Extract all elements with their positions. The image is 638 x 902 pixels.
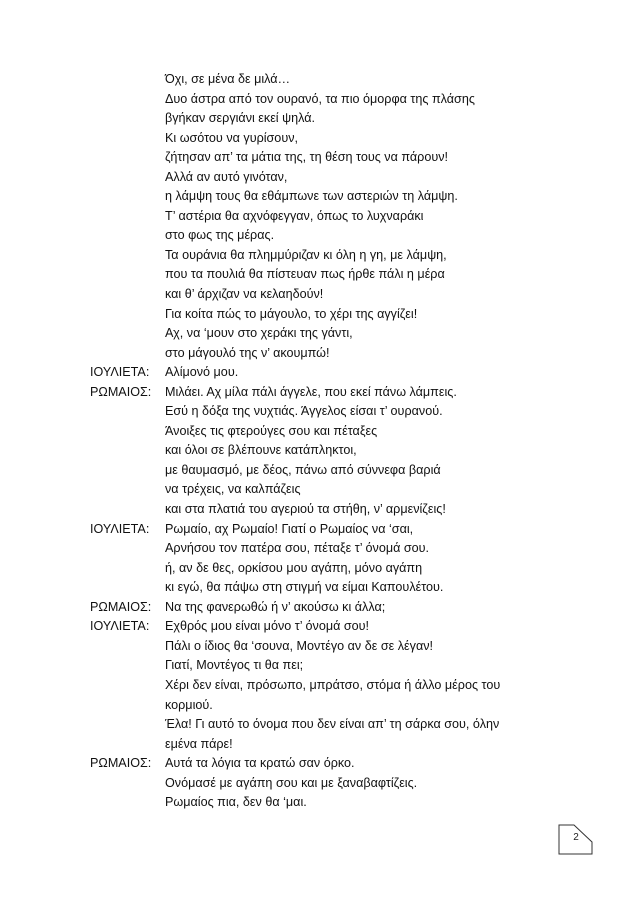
play-script bbox=[0, 70, 638, 813]
script-line bbox=[0, 735, 638, 755]
script-line bbox=[0, 656, 638, 676]
dialogue-text: Κι ωσότου να γυρίσουν, bbox=[165, 130, 298, 145]
speaker-name: ΡΩΜΑΙΟΣ: bbox=[90, 599, 152, 614]
script-line bbox=[0, 305, 638, 325]
page-number-badge bbox=[558, 820, 594, 856]
script-line bbox=[0, 207, 638, 227]
script-line bbox=[0, 441, 638, 461]
script-line bbox=[0, 461, 638, 481]
script-line bbox=[0, 148, 638, 168]
script-line bbox=[0, 754, 638, 774]
script-line bbox=[0, 617, 638, 637]
dialogue-text: ζήτησαν απ’ τα μάτια της, τη θέση τους να πάρουν! bbox=[165, 150, 449, 165]
dialogue-text: κι εγώ, θα πάψω στη στιγμή να είμαι Καπουλέτου. bbox=[165, 580, 444, 595]
dialogue-text: που τα πουλιά θα πίστευαν πως ήρθε πάλι η μέρα bbox=[165, 267, 445, 282]
dialogue-text: Αρνήσου τον πατέρα σου, πέταξε τ’ όνομά σου. bbox=[165, 541, 430, 556]
dialogue-text: Χέρι δεν είναι, πρόσωπο, μπράτσο, στόμα ή άλλο μέρος του bbox=[165, 677, 501, 692]
speaker-name: ΙΟΥΛΙΕΤΑ: bbox=[90, 521, 150, 536]
script-line bbox=[0, 696, 638, 716]
dialogue-text: Εχθρός μου είναι μόνο τ’ όνομά σου! bbox=[165, 619, 370, 634]
script-line bbox=[0, 774, 638, 794]
dialogue-text: η λάμψη τους θα εθάμπωνε των αστεριών τη λάμψη. bbox=[165, 189, 458, 204]
script-line bbox=[0, 265, 638, 285]
dialogue-text: Για κοίτα πώς το μάγουλο, το χέρι της αγγίζει! bbox=[165, 306, 418, 321]
dialogue-text: και θ’ άρχιζαν να κελαηδούν! bbox=[165, 287, 324, 302]
script-line bbox=[0, 637, 638, 657]
dialogue-text: Ρωμαίο, αχ Ρωμαίο! Γιατί ο Ρωμαίος να ‘σαι, bbox=[165, 521, 414, 536]
dialogue-text: και στα πλατιά του αγεριού τα στήθη, ν’ αρμενίζεις! bbox=[165, 502, 446, 517]
speaker-name: ΙΟΥΛΙΕΤΑ: bbox=[90, 365, 150, 380]
script-line bbox=[0, 226, 638, 246]
dialogue-text: Όχι, σε μένα δε μιλά… bbox=[165, 72, 291, 86]
dialogue-text: εμένα πάρε! bbox=[165, 736, 233, 751]
dialogue-text: βγήκαν σεργιάνι εκεί ψηλά. bbox=[165, 111, 315, 126]
script-line bbox=[0, 676, 638, 696]
script-line bbox=[0, 578, 638, 598]
script-line bbox=[0, 383, 638, 403]
dialogue-text: Έλα! Γι αυτό το όνομα που δεν είναι απ’ τη σάρκα σου, όλην bbox=[165, 717, 500, 732]
script-line bbox=[0, 598, 638, 618]
page-number: 2 bbox=[573, 832, 579, 843]
dialogue-text: και όλοι σε βλέπουνε κατάπληκτοι, bbox=[165, 443, 357, 458]
dialogue-text: Πάλι ο ίδιος θα ‘σουνα, Μοντέγο αν δε σε λέγαν! bbox=[165, 638, 434, 653]
dialogue-text: με θαυμασμό, με δέος, πάνω από σύννεφα βαριά bbox=[165, 462, 441, 477]
script-line bbox=[0, 539, 638, 559]
dialogue-text: Τα ουράνια θα πλημμύριζαν κι όλη η γη, με λάμψη, bbox=[165, 247, 447, 262]
script-line bbox=[0, 715, 638, 735]
script-line bbox=[0, 480, 638, 500]
script-line bbox=[0, 344, 638, 364]
script-line bbox=[0, 422, 638, 442]
dialogue-text: να τρέχεις, να καλπάζεις bbox=[165, 482, 301, 497]
dialogue-text: Άνοιξες τις φτερούγες σου και πέταξες bbox=[165, 423, 378, 438]
dialogue-text: ή, αν δε θες, ορκίσου μου αγάπη, μόνο αγάπη bbox=[165, 560, 423, 575]
script-line bbox=[0, 109, 638, 129]
script-line bbox=[0, 520, 638, 540]
dialogue-text: Αχ, να ‘μουν στο χεράκι της γάντι, bbox=[165, 326, 353, 341]
dialogue-text: Αλλά αν αυτό γινόταν, bbox=[165, 169, 288, 184]
script-line bbox=[0, 90, 638, 110]
dialogue-text: Τ’ αστέρια θα αχνόφεγγαν, όπως το λυχναράκι bbox=[165, 208, 424, 223]
script-line bbox=[0, 500, 638, 520]
dialogue-text: Δυο άστρα από τον ουρανό, τα πιο όμορφα της πλάσης bbox=[165, 91, 475, 106]
dialogue-text: Μιλάει. Αχ μίλα πάλι άγγελε, που εκεί πάνω λάμπεις. bbox=[165, 384, 457, 399]
dialogue-text: Αλίμονό μου. bbox=[165, 365, 239, 380]
script-line bbox=[0, 70, 638, 90]
script-line bbox=[0, 285, 638, 305]
speaker-name: ΡΩΜΑΙΟΣ: bbox=[90, 756, 152, 771]
speaker-name: ΡΩΜΑΙΟΣ: bbox=[90, 384, 152, 399]
script-line bbox=[0, 363, 638, 383]
dialogue-text: στο φως της μέρας. bbox=[165, 228, 275, 243]
dialogue-text: στο μάγουλό της ν’ ακουμπώ! bbox=[165, 345, 330, 360]
speaker-name: ΙΟΥΛΙΕΤΑ: bbox=[90, 619, 150, 634]
script-line bbox=[0, 129, 638, 149]
dialogue-text: Να της φανερωθώ ή ν’ ακούσω κι άλλα; bbox=[165, 599, 386, 614]
dialogue-text: Γιατί, Μοντέγος τι θα πει; bbox=[165, 658, 304, 673]
script-line bbox=[0, 187, 638, 207]
dialogue-text: Ρωμαίος πια, δεν θα ‘μαι. bbox=[165, 795, 307, 810]
script-line bbox=[0, 168, 638, 188]
script-line bbox=[0, 793, 638, 813]
script-line bbox=[0, 324, 638, 344]
dialogue-text: Αυτά τα λόγια τα κρατώ σαν όρκο. bbox=[165, 756, 355, 771]
dialogue-text: κορμιού. bbox=[165, 697, 213, 712]
dialogue-text: Ονόμασέ με αγάπη σου και με ξαναβαφτίζεις. bbox=[165, 775, 418, 790]
dialogue-text: Εσύ η δόξα της νυχτιάς. Άγγελος είσαι τ’ ουρανού. bbox=[165, 404, 443, 419]
script-line bbox=[0, 402, 638, 422]
script-line bbox=[0, 246, 638, 266]
script-line bbox=[0, 559, 638, 579]
